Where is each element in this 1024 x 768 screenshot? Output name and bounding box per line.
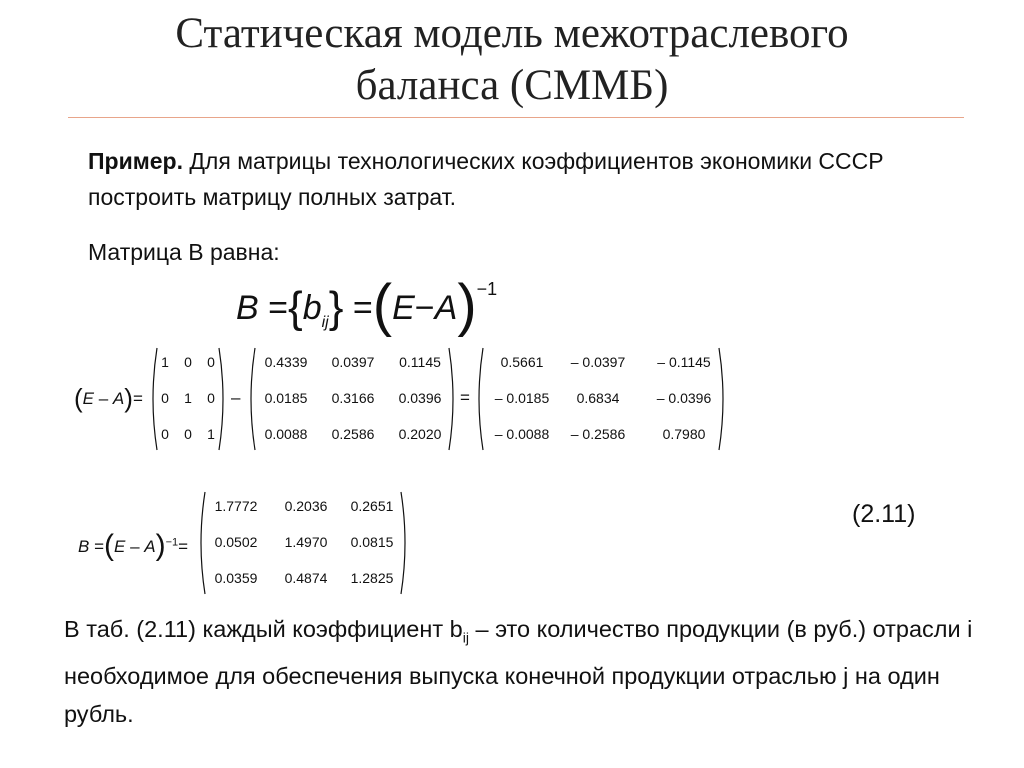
matrix-cell: 1.7772 [214, 497, 258, 514]
matrix-cell: 0.0088 [264, 426, 308, 443]
formula-eq-2: = [352, 289, 373, 327]
e-minus-a-matrix [474, 346, 728, 452]
example-text: Для матрицы технологических коэффициентов экономики СССР построить матрицу полных затрат. [88, 148, 884, 210]
matrix-cell: 0.1145 [399, 353, 441, 370]
equation-number: (2.11) [852, 500, 916, 528]
matrix-cell: 0.2586 [331, 426, 375, 443]
formula-b-definition: $B =\{b_{ij}\} =(E-A)^{-1}$ [236, 273, 498, 338]
matrix-cell: – 0.0088 [494, 426, 550, 443]
matrix-cell: 0.6834 [576, 390, 620, 406]
matrix-cell: 0.0185 [264, 390, 308, 406]
title-divider [68, 117, 964, 118]
matrix-cell: 0.3166 [331, 390, 375, 406]
matrix-cell: 0.0397 [331, 353, 375, 370]
matrix-cell: 1 [207, 426, 215, 443]
matrix-cell: – 0.0185 [494, 390, 550, 406]
matrix-cell: 1.4970 [284, 534, 328, 550]
full-cost-matrix-b [196, 490, 410, 596]
matrix-cell: 0.2020 [398, 426, 442, 443]
formula-bij: b [302, 289, 322, 327]
matrix-cell: 0.4874 [284, 570, 328, 587]
op-equals: = [460, 388, 470, 407]
matrix-cell: 1 [184, 390, 192, 406]
matrix-cell: 0.4339 [264, 353, 308, 370]
op-minus: – [231, 388, 241, 407]
matrix-cell: – 0.0397 [570, 353, 626, 370]
matrix-cell: 1 [161, 353, 169, 370]
bij-subscript: ij [462, 629, 469, 646]
matrix-cell: 0.0502 [214, 534, 258, 550]
formula-bij-sub: ij [321, 314, 329, 331]
identity-matrix [148, 346, 228, 452]
formula-exp: −1 [476, 279, 498, 299]
matrix-cell: 0 [184, 353, 192, 370]
title-line-1: Статическая модель межотраслевого [175, 10, 849, 57]
lhs-e-minus-a: (E – A)= [74, 383, 143, 413]
example-label: Пример. [88, 148, 183, 174]
formula-b: B [236, 289, 259, 327]
matrix-cell: 0 [184, 426, 192, 443]
matrix-cell: 0 [161, 426, 169, 443]
matrix-cell: – 0.0396 [656, 390, 712, 406]
matrix-cell: – 0.2586 [570, 426, 626, 443]
example-paragraph [88, 143, 968, 215]
title-line-2: баланса (СММБ) [355, 62, 669, 109]
explanation-paragraph: В таб. (2.11) каждый коэффициент $b_{ij}$ – это количество продукции (в руб.) отрасли i необходимое для обеспечения выпуска конечной продукции отраслью j на один рубль. [64, 616, 973, 727]
matrix-cell: 0.0815 [350, 534, 394, 550]
coefficient-matrix-a [246, 346, 458, 452]
matrix-cell: 0 [207, 390, 215, 406]
matrix-cell: 0 [161, 390, 169, 406]
matrix-cell: 0.2036 [284, 497, 328, 514]
matrix-cell: 0.2651 [350, 497, 394, 514]
formula-eq-1: = [268, 289, 288, 327]
matrix-cell: 0 [207, 353, 215, 370]
matrix-cell: 0.0359 [214, 570, 258, 587]
matrix-b-label: Матрица В равна: [88, 239, 280, 265]
lhs-b-inverse: B =(E – A)$^{-1}$= [78, 529, 189, 562]
slide-title [0, 8, 1024, 112]
matrix-cell: 0.7980 [662, 426, 706, 443]
matrix-cell: 0.0396 [398, 390, 442, 406]
formula-a: A [434, 289, 458, 327]
formula-e: E [392, 289, 415, 327]
formula-minus: − [414, 289, 435, 327]
matrix-cell: 0.5661 [500, 353, 544, 370]
matrix-cell: 1.2825 [350, 570, 394, 587]
matrix-cell: – 0.1145 [657, 353, 711, 370]
